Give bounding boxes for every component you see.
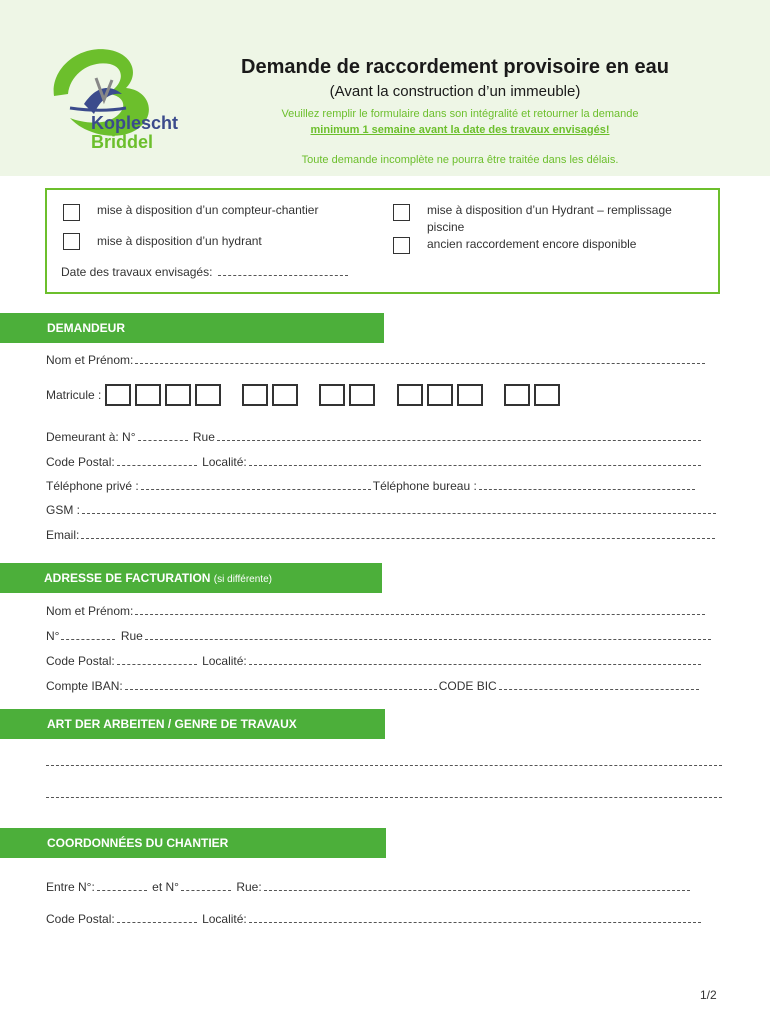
email-label: Email: xyxy=(46,528,80,542)
tel-bureau-input[interactable] xyxy=(479,478,695,490)
matricule-group-5 xyxy=(504,384,564,406)
tel-bureau-label: Téléphone bureau : xyxy=(372,479,477,493)
demeurant-rue-input[interactable] xyxy=(217,429,701,441)
chantier-rue-label: Rue: xyxy=(236,880,262,894)
matricule-box[interactable] xyxy=(504,384,530,406)
chantier-rue-input[interactable] xyxy=(264,879,690,891)
travaux-line-1[interactable] xyxy=(46,765,722,766)
instruction-line: Veuillez remplir le formulaire dans son intégralité et retourner la demande xyxy=(281,108,639,120)
localite-input[interactable] xyxy=(249,454,701,466)
date-travaux-input[interactable] xyxy=(218,264,348,276)
code-postal-label: Code Postal: xyxy=(46,455,115,469)
facturation-code-postal-row xyxy=(46,653,703,668)
date-travaux-field[interactable] xyxy=(61,264,350,281)
option-hydrant-piscine-label: mise à disposition d’un Hydrant – remplissage piscine xyxy=(427,203,672,234)
date-travaux-label: Date des travaux envisagés: xyxy=(61,265,213,279)
matricule-box[interactable] xyxy=(349,384,375,406)
section-demandeur xyxy=(0,313,384,343)
et-label: et N° xyxy=(152,880,179,894)
iban-label: Compte IBAN: xyxy=(46,679,123,693)
demeurant-row xyxy=(46,429,703,444)
page-title: Demande de raccordement provisoire en eau xyxy=(241,56,669,78)
gsm-input[interactable] xyxy=(82,502,716,514)
tel-prive-label: Téléphone privé : xyxy=(46,479,139,493)
email-input[interactable] xyxy=(81,527,715,539)
section-facturation-title: ADRESSE DE FACTURATION xyxy=(44,571,211,585)
demandeur-nom-input[interactable] xyxy=(135,352,705,364)
demandeur-nom-label: Nom et Prénom: xyxy=(46,353,134,367)
matricule-group-4 xyxy=(397,384,487,406)
matricule-box[interactable] xyxy=(242,384,268,406)
facturation-nom-row xyxy=(46,603,707,618)
chantier-code-postal-label: Code Postal: xyxy=(46,912,115,926)
facturation-no-label: N° xyxy=(46,629,60,643)
matricule-row xyxy=(46,384,578,406)
entre-numero-input[interactable] xyxy=(97,879,147,891)
section-travaux-title: ART DER ARBEITEN / GENRE DE TRAVAUX xyxy=(47,717,297,731)
matricule-box[interactable] xyxy=(165,384,191,406)
gsm-label: GSM : xyxy=(46,503,81,517)
facturation-nom-label: Nom et Prénom: xyxy=(46,604,134,618)
demandeur-nom-row xyxy=(46,352,707,367)
matricule-group-2 xyxy=(242,384,302,406)
checkbox-compteur-chantier[interactable] xyxy=(63,204,80,221)
facturation-rue-label: Rue xyxy=(120,629,143,643)
chantier-localite-label: Localité: xyxy=(202,912,247,926)
section-facturation-note: (si différente) xyxy=(213,574,272,585)
facturation-code-postal-label: Code Postal: xyxy=(46,654,115,668)
matricule-box[interactable] xyxy=(319,384,345,406)
matricule-box[interactable] xyxy=(457,384,483,406)
facturation-numero-input[interactable] xyxy=(61,628,115,640)
demandeur-code-postal-row xyxy=(46,454,703,469)
iban-row xyxy=(46,678,701,693)
section-chantier-title: COORDONNÉES DU CHANTIER xyxy=(47,836,229,850)
travaux-line-2[interactable] xyxy=(46,797,722,798)
page-number: 1/2 xyxy=(700,988,717,1002)
option-compteur-chantier-label: mise à disposition d’un compteur-chantier xyxy=(97,203,319,217)
entre-label: Entre N°: xyxy=(46,880,95,894)
checkbox-hydrant[interactable] xyxy=(63,233,80,250)
matricule-box[interactable] xyxy=(427,384,453,406)
checkbox-hydrant-piscine[interactable] xyxy=(393,204,410,221)
section-chantier xyxy=(0,828,386,858)
section-facturation xyxy=(0,563,382,593)
gsm-row xyxy=(46,502,718,517)
iban-input[interactable] xyxy=(125,678,437,690)
demeurant-numero-input[interactable] xyxy=(138,429,188,441)
telephone-row xyxy=(46,478,697,493)
section-travaux xyxy=(0,709,385,739)
checkbox-ancien-raccordement[interactable] xyxy=(393,237,410,254)
logo-line-1: Koplescht xyxy=(91,113,179,133)
options-box xyxy=(45,188,720,294)
section-demandeur-title: DEMANDEUR xyxy=(47,321,125,335)
bic-label: CODE BIC xyxy=(438,679,497,693)
chantier-code-postal-row xyxy=(46,911,703,926)
facturation-localite-label: Localité: xyxy=(202,654,247,668)
facturation-localite-input[interactable] xyxy=(249,653,701,665)
localite-label: Localité: xyxy=(202,455,247,469)
bic-input[interactable] xyxy=(499,678,699,690)
incomplete-notice: Toute demande incomplète ne pourra être traitée dans les délais. xyxy=(301,154,619,166)
matricule-box[interactable] xyxy=(195,384,221,406)
demeurant-rue-label: Rue xyxy=(192,430,215,444)
option-ancien-raccordement-label: ancien raccordement encore disponible xyxy=(427,237,637,251)
logo-text xyxy=(91,114,178,152)
matricule-box[interactable] xyxy=(135,384,161,406)
facturation-code-postal-input[interactable] xyxy=(117,653,197,665)
tel-prive-input[interactable] xyxy=(141,478,371,490)
email-row xyxy=(46,527,717,542)
facturation-rue-input[interactable] xyxy=(145,628,711,640)
matricule-box[interactable] xyxy=(534,384,560,406)
matricule-box[interactable] xyxy=(272,384,298,406)
matricule-label: Matricule : xyxy=(46,388,102,402)
instruction-text xyxy=(230,106,690,138)
matricule-box[interactable] xyxy=(397,384,423,406)
logo-line-2: Briddel xyxy=(91,132,154,152)
option-hydrant-label: mise à disposition d’un hydrant xyxy=(97,234,262,248)
matricule-group-3 xyxy=(319,384,379,406)
facturation-nom-input[interactable] xyxy=(135,603,705,615)
facturation-rue-row xyxy=(46,628,713,643)
instruction-deadline: minimum 1 semaine avant la date des travaux envisagés! xyxy=(310,124,610,136)
et-numero-input[interactable] xyxy=(181,879,231,891)
matricule-box[interactable] xyxy=(105,384,131,406)
chantier-adresse-row xyxy=(46,879,692,894)
page-subtitle: (Avant la construction d’un immeuble) xyxy=(329,83,581,100)
demeurant-label: Demeurant à: N° xyxy=(46,430,136,444)
chantier-code-postal-input[interactable] xyxy=(117,911,197,923)
matricule-group-1 xyxy=(105,384,225,406)
code-postal-input[interactable] xyxy=(117,454,197,466)
chantier-localite-input[interactable] xyxy=(249,911,701,923)
